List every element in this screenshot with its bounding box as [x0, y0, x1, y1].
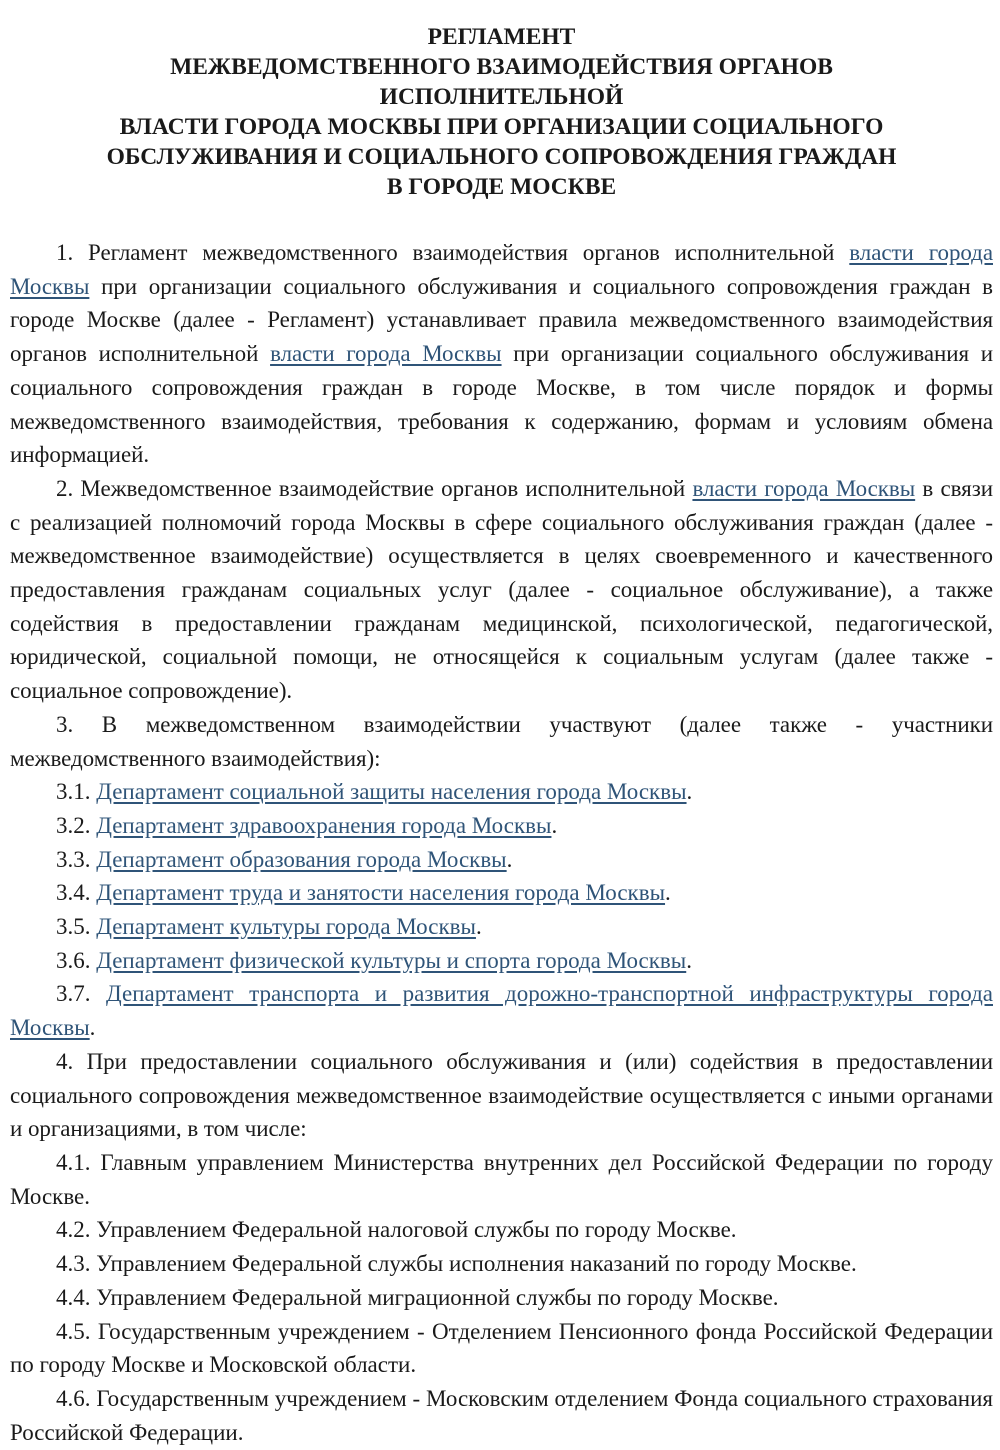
item-end: .	[665, 880, 671, 906]
link-department-culture[interactable]: Департамент культуры города Москвы	[96, 914, 476, 940]
list-item-4-1: 4.1. Главным управлением Министерства внутренних дел Российской Федерации по городу Москве.	[10, 1149, 993, 1209]
list-item-3-6	[10, 944, 993, 978]
item-number: 3.4.	[56, 880, 97, 906]
list-item-3-7	[10, 977, 993, 1044]
list-item-4-6: 4.6. Государственным учреждением - Московским отделением Фонда социального страхования Российской Федерации.	[10, 1385, 993, 1445]
paragraph-2	[10, 472, 993, 708]
link-department-education[interactable]: Департамент образования города Москвы	[96, 846, 507, 872]
item-number: 3.7.	[56, 981, 107, 1007]
item-end: .	[686, 947, 692, 973]
list-item-3-4	[10, 876, 993, 910]
list-item-3-1	[10, 775, 993, 809]
title-line: МЕЖВЕДОМСТВЕННОГО ВЗАИМОДЕЙСТВИЯ ОРГАНОВ	[170, 54, 833, 80]
paragraph-text: 3. В межведомственном взаимодействии участвуют (далее также - участники межведомственного взаимодействия):	[10, 711, 993, 771]
item-end: .	[506, 846, 513, 872]
list-item-4-5: 4.5. Государственным учреждением - Отделением Пенсионного фонда Российской Федерации по городу Москве и Московской области.	[10, 1318, 993, 1378]
document-title	[10, 22, 993, 202]
list-item-3-5	[10, 910, 993, 944]
item-end: .	[89, 1015, 96, 1041]
list-item-4-4: 4.4. Управлением Федеральной миграционной службы по городу Москве.	[56, 1284, 779, 1310]
link-department-transport[interactable]: Департамент транспорта и развития дорожно-транспортной инфраструктуры города Москвы	[10, 981, 993, 1041]
item-number: 3.1.	[56, 779, 97, 805]
paragraph-text: 4. При предоставлении социального обслуживания и (или) содействия в предоставлении социального сопровождения межведомственное взаимодействие осуществляется с иными органами и организациями, в том числе:	[10, 1048, 993, 1142]
regulation-document	[10, 22, 993, 1449]
paragraph-text: 2. Межведомственное взаимодействие органов исполнительной	[56, 475, 693, 501]
paragraph-text: 1. Регламент межведомственного взаимодействия органов исполнительной	[56, 240, 850, 265]
item-number: 3.6.	[56, 947, 97, 973]
paragraph-text: в связи с реализацией полномочий города Москвы в сфере социального обслуживания граждан (далее - межведомственное взаимодействие) осуществляется в целях своевременного и качественного предоставления гражданам социальных услуг (далее - социальное обслуживание), а также содействия в предоставлении гражданам медицинской, психологической, педагогической, юридической, социальной помощи, не относящейся к социальным услугам (далее также - социальное сопровождение).	[10, 475, 993, 704]
link-department-social-protection[interactable]: Департамент социальной защиты населения города Москвы	[96, 779, 687, 805]
link-moscow-authority[interactable]: власти города Москвы	[692, 475, 916, 501]
item-number: 3.5.	[56, 914, 97, 940]
item-end: .	[686, 779, 693, 805]
paragraph-text: при организации социального обслуживания и социального сопровождения граждан в городе Москве, в том числе порядок и формы межведомственного взаимодействия, требования к содержанию, формам и условиям обмена информацией.	[10, 341, 994, 468]
link-moscow-authority[interactable]: власти города Москвы	[270, 341, 502, 367]
item-number: 3.3.	[56, 846, 97, 872]
list-item-3-3	[10, 843, 993, 877]
item-number: 3.2.	[56, 812, 97, 838]
paragraph-1	[10, 236, 993, 472]
list-item-3-2	[10, 809, 993, 843]
link-department-health[interactable]: Департамент здравоохранения города Москвы	[96, 812, 552, 838]
link-department-labor[interactable]: Департамент труда и занятости населения города Москвы	[96, 880, 666, 906]
paragraph-4	[10, 1045, 993, 1146]
title-line: ВЛАСТИ ГОРОДА МОСКВЫ ПРИ ОРГАНИЗАЦИИ СОЦИАЛЬНОГО	[119, 114, 884, 140]
paragraph-3	[10, 708, 993, 775]
link-moscow-authority[interactable]: власти города Москвы	[10, 240, 993, 299]
item-end: .	[551, 812, 558, 838]
link-department-sport[interactable]: Департамент физической культуры и спорта города Москвы	[96, 947, 687, 973]
title-line: В ГОРОДЕ МОСКВЕ	[386, 174, 617, 200]
title-line: РЕГЛАМЕНТ	[427, 24, 576, 50]
title-line: ИСПОЛНИТЕЛЬНОЙ	[379, 84, 624, 110]
title-line: ОБСЛУЖИВАНИЯ И СОЦИАЛЬНОГО СОПРОВОЖДЕНИЯ ГРАЖДАН	[106, 144, 897, 170]
list-item-4-2: 4.2. Управлением Федеральной налоговой службы по городу Москве.	[56, 1217, 737, 1243]
item-end: .	[475, 914, 482, 940]
list-item-4-3: 4.3. Управлением Федеральной службы исполнения наказаний по городу Москве.	[56, 1251, 857, 1277]
paragraph-text: при организации социального обслуживания и социального сопровождения граждан в городе Москве (далее - Регламент) устанавливает правила межведомственного взаимодействия органов исполнительной	[10, 273, 993, 367]
